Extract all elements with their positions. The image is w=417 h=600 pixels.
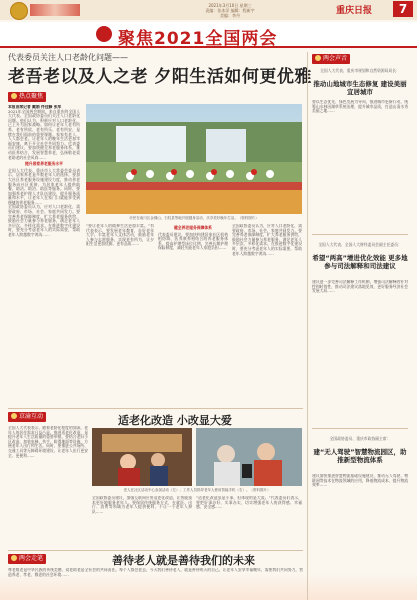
rail-paragraph: 建议进一步完善司法解释工作机制，增强司法解释的针对性和时效性，推动司法建议落地见效，更好服务经济社会发展大局…… — [312, 280, 408, 294]
community-activity-photo — [92, 428, 192, 486]
mid-headline: 适老化改造 小改显大爱 — [118, 414, 232, 427]
section-tag-hot — [8, 92, 46, 102]
divider — [8, 550, 303, 551]
mid-column-3 — [196, 496, 302, 546]
mid-paragraph: 全国政协委员建议，加强互联网应用适老化改造，让智能技术更好地服务老年人。要保留传统服务方式，在就医、出行、消费等领域为老年人提供便利，不让一个老年人掉队…… — [92, 496, 192, 514]
lead-column-4 — [232, 224, 302, 404]
section-tag-interaction — [8, 412, 46, 422]
bullet-icon — [11, 93, 17, 99]
rail-item-1-title: 推动山地城市生态修复 建设美丽宜居城市 — [313, 80, 407, 96]
mid-photo-caption: 老人在社区活动中心参加活动（左）；工作人员指导老年人使用智能手机（右）。（资料图片） — [123, 488, 271, 492]
lead-paragraph: 全国人大代表、重庆市人大常委会委员表示，居家养老是多数老年人的选择。要加大社区养老服务设施建设力度，推动养老服务向社区延伸，为居家老年人提供助餐、助洁、助浴、助医等服务。同时，要加强养老护理人才队伍建设，提升服务质量和水平，让老年人在家门口就能享受到便捷的养老服务…… — [8, 167, 80, 205]
section-tag-voices — [312, 54, 350, 64]
lead-kicker: 代表委员关注人口老龄化问题—— — [8, 53, 128, 62]
page-header — [0, 0, 417, 20]
rail-item-2-title: 希望“两高”增进优化效能 更多地参与司法解释和司法建议 — [312, 254, 408, 270]
bottom-headline: 善待老人就是善待我们的未来 — [112, 554, 255, 567]
rail-item-3-title: 建“无人驾驶”智慧物流园区，助推新型物流体系 — [313, 448, 407, 464]
lead-headline: 老吾老以及人之老 夕阳生活如何更优雅 — [8, 67, 312, 87]
bullet-icon — [11, 555, 17, 561]
tag-label: 热点聚焦 — [19, 93, 44, 100]
lead-paragraph: 全国政协委员认为，应对人口老龄化，需要政府、市场、社会、家庭共同发力。要完善养老保障制度，扩大养老服务供给，鼓励社会力量参与养老服务，满足老年人多层次、多样化需求。在推进数字化建设时，要充分考虑老年人的实际需要，帮助老年人跨越数字鸿沟…… — [8, 204, 80, 238]
rail-item-3-intro: 全国政协委员、重庆市政协副主席： — [329, 436, 391, 441]
rail-paragraph: 要以生态优先、绿色发展为导向，推进城市更新行动，统筹山水林田湖草系统治理，提升城市品质，打造山清水秀美丽之地…… — [312, 100, 408, 114]
rail-item-1-body — [312, 100, 408, 230]
tag-label: 京渝互动 — [19, 413, 44, 420]
national-emblem-icon — [96, 26, 112, 42]
rail-paragraph: 建议加快推进智慧物流基础设施建设，推动无人驾驶、物联网等技术在物流领域的应用，降低物流成本，提升物流效率…… — [312, 474, 408, 488]
bullet-icon — [11, 413, 17, 419]
divider — [312, 234, 408, 235]
flags-decoration — [30, 4, 80, 16]
smartphone-guidance-photo — [196, 428, 302, 486]
paper-name: 重庆日报 — [336, 6, 373, 16]
rail-item-2-intro: 全国人大代表、全国人大财经委员会副主任委员： — [318, 242, 402, 247]
subhead: 健全养老服务保障体系 — [174, 225, 212, 230]
tag-label: 两会声音 — [323, 55, 348, 62]
rail-item-2-body — [312, 280, 408, 420]
mid-column-1 — [8, 426, 88, 546]
lead-paragraph: 全国政协委员认为，应对人口老龄化，需要政府、市场、社会、家庭共同发力。要完善养老保障制度，扩大养老服务供给，鼓励社会力量参与养老服务，满足老年人多层次、多样化需求。在推进数字化建设时，要充分考虑老年人的实际需要，帮助老年人跨越数字鸿沟…… — [232, 224, 302, 256]
bottom-body — [8, 568, 303, 598]
lead-photo — [86, 104, 302, 214]
rail-item-1-intro: 全国人大代表、重庆市规划和自然资源局局长： — [320, 68, 400, 73]
lead-column-1 — [8, 105, 80, 405]
lead-paragraph: 代表委员建议，要加快构建居家社区机构相协调、医养康养相结合的养老服务体系，提高护理型床位比例，完善长期护理保险制度，减轻失能老年人家庭负担…… — [158, 231, 228, 251]
banner-title: 聚焦2021全国两会 — [118, 29, 278, 49]
lead-paragraph: “要让老年人的精神生活更加丰富。”有代表表示，要发展老年教育，办好老年大学，丰富老年人文体活动，鼓励老年人参与志愿服务，实现老有所为，让夕阳生活更加优雅、更有品质…… — [86, 224, 154, 247]
lead-column-2 — [86, 224, 154, 404]
lead-photo-caption: 市民在南川区金佛山、石柱县等地开展健身活动，乐享美好晚年生活。（资料图片） — [129, 216, 259, 220]
bullet-icon — [315, 55, 321, 61]
national-emblem-icon — [10, 2, 28, 20]
mid-photo-right — [196, 428, 302, 486]
tag-label: 两会走笔 — [19, 555, 44, 562]
rail-item-3-body — [312, 474, 408, 594]
mid-paragraph: “适老化改造虽是小事，但体现的是大爱。”代表委员们表示，要把好事办好、实事办实，切实增强老年人的获得感、幸福感、安全感…… — [196, 496, 302, 510]
lead-paragraph: 2021年全国两会期间，来自重庆的全国人大代表、全国政协委员们关注人口老龄化问题。他们认为，积极应对人口老龄化，已上升为国家战略。如何让老年人老有所养、老有所依、老有所乐、老有所安，是摆在我们面前的重要课题。家家有老人，人人都会老。让老年人的晚年生活更加幸福安康，离不开全社会共同努力。代表委员们建议，要加快健全养老服务体系，推动医养结合，发展智慧养老，弘扬敬老爱老助老的社会风尚…… — [8, 108, 80, 160]
lead-column-3 — [158, 224, 228, 404]
mid-paragraph: 全国人大代表表示，随着老龄化程度的加深，老年人的居住需求日益凸显。推进适老化改造，是提升老年人生活质量的重要举措。要结合老旧小区改造，加装电梯、扶手、防滑地面等设施，方便老年人出行和生活。同时，要推进公共场所、交通工具等无障碍环境建设，让老年人出行更安全、更便利…… — [8, 426, 88, 458]
divider — [312, 428, 408, 429]
mid-column-2 — [92, 496, 192, 546]
divider — [8, 408, 303, 409]
right-rail — [307, 52, 412, 600]
section-tag-commentary — [8, 554, 46, 564]
waterfall-scene — [86, 104, 302, 214]
edition-info: 2021年3月10日 星期三 责编：张本洋 编辑：程新宇 美编：李丹 — [205, 3, 255, 18]
mid-photo-left — [92, 428, 192, 486]
page-number: 7 — [393, 1, 413, 17]
section-banner — [0, 22, 417, 48]
bottom-paragraph: 尊老敬老是中华民族的传统美德，爱老助老是全社会的共同责任。每个人都会老去，今天我们善待老人，就是善待明天的自己。让老年人安享幸福晚年，需要我们共同努力，营造养老、孝老、敬老的社会环境…… — [8, 568, 303, 577]
subhead: 提升居家养老服务水平 — [25, 161, 63, 167]
byline: 本报首席记者 戴娟 佟佳静 张军 — [8, 105, 62, 109]
